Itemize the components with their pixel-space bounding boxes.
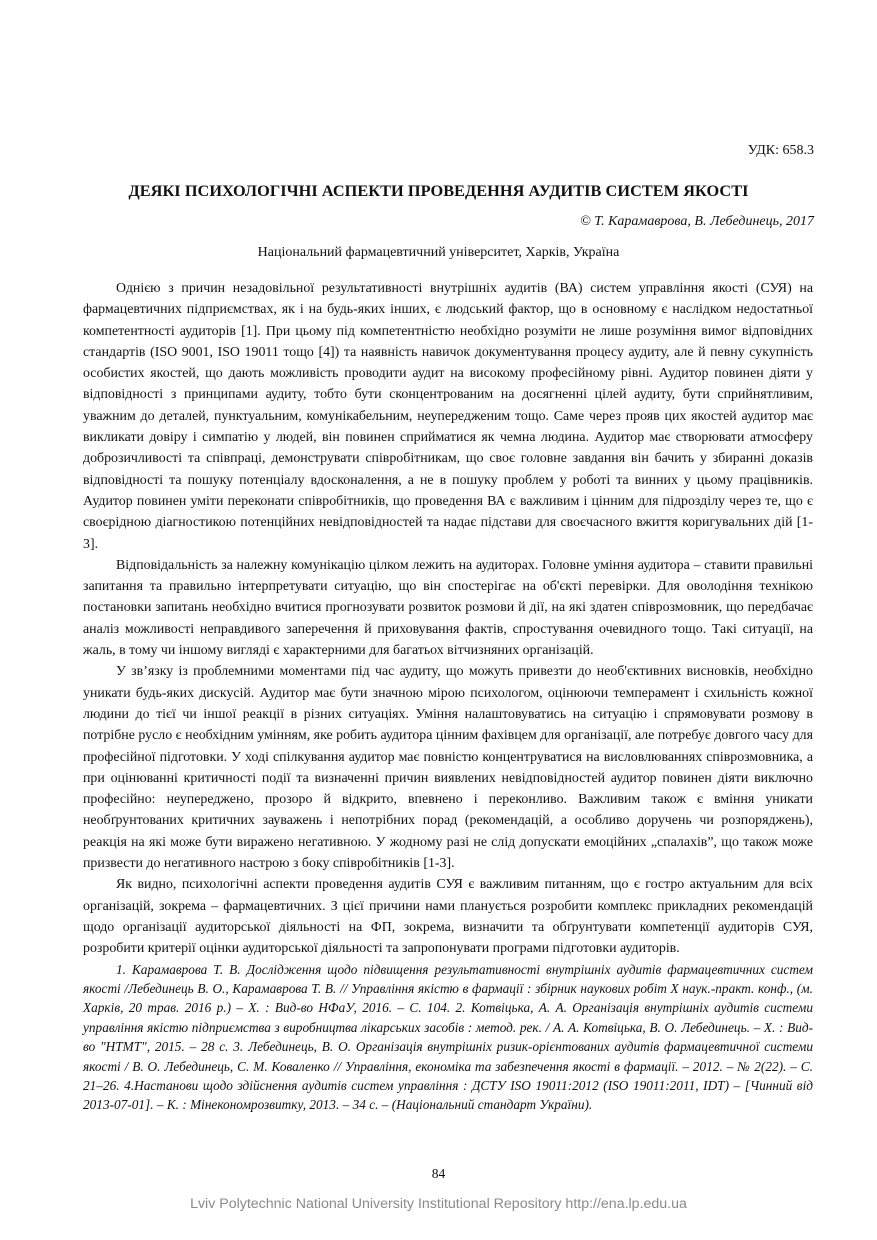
affiliation: Національний фармацевтичний університет, Харків, Україна: [257, 245, 620, 260]
page-number: 84: [431, 1166, 446, 1181]
paragraph: Як видно, психологічні аспекти проведення аудитів СУЯ є важливим питанням, що є гостро актуальним для всіх організацій, зокрема – фармацевтичних. З цієї причини нами планується розробити комплекс прикладних рекомендацій щодо організації аудиторської діяльності на ФП, зокрема, визначити та обґрунтувати компетенції аудиторів СУЯ, розробити критерії оцінки аудиторської діяльності та запропонувати програми підготовки аудиторів.: [83, 877, 813, 957]
references: 1. Карамаврова Т. В. Дослідження щодо підвищення результативності внутрішніх аудитів фармацевтичних систем якості /Лебединець В. О., Карамаврова Т. В. // Управління якістю в фармації : збірник наукових робіт X наук.-практ. конф., (м. Харків, 20 трав. 2016 р.) – Х. : Вид-во НФаУ, 2016. – С. 104. 2. Котвіцька, А. А. Організація внутрішніх аудитів системи управління якістю підприємства з виробництва лікарських засобів : метод. рек. / А. А. Котвіцька, В. О. Лебединець. – Х. : Вид-во "НТМТ", 2015. – 28 с. 3. Лебединець, В. О. Організація внутрішніх ризик-орієнтованих аудитів фармацевтичної системи якості / В. О. Лебединець, С. М. Коваленко // Управління, економіка та забезпечення якості в фармації. – 2012. – № 2(22). – С. 21–26. 4.Настанови щодо здійснення аудитів систем управління : ДСТУ ISO 19011:2012 (ISO 19011:2011, IDT) – [Чинний від 2013-07-01]. – К. : Мінекономрозвитку, 2013. – 34 с. – (Національний стандарт України).: [83, 961, 813, 1113]
paragraph: У зв’язку із проблемними моментами під час аудиту, що можуть привезти до необ'єктивних висновків, необхідно уникати будь-яких дискусій. Аудитор має бути значною мірою психологом, оцінюючи темперамент і схильність кожної людини до тієї чи іншої реакції в різних ситуаціях. Уміння налаштовуватись на ситуацію і спрямовувати розмову в потрібне русло є необхідним умінням, яке робить аудитора цінним фахівцем для організації, але потребує довгого часу для професійної підготовки. У ході спілкування аудитор має повністю концентруватися на висловлюваннях співрозмовника, а при оцінюванні критичності події та визначенні причин виявлених невідповідностей аудитор повинен діяти виключно професійно: неупереджено, прозоро й відкрито, впевнено і переконливо. Важливим також є вміння уникати необґрунтованих критичних зауважень і непотрібних порад (рекомендацій, а особливо доручень чи розпоряджень), реакція на які може бути виражено негативною. У жодному разі не слід допускати емоційних „спалахів”, що також може призвести до негативного настрою з боку співробітників [1-3].: [83, 664, 813, 872]
paragraph: Відповідальність за належну комунікацію цілком лежить на аудиторах. Головне уміння аудитора – ставити правильні запитання та правильно інтерпретувати ситуацію, що він спостерігає на об'єкті перевірки. Для оволодіння технікою постановки запитань необхідно вчитися прогнозувати розвиток розмови й дії, на які здатен співрозмовник, що передбачає аналіз можливості неправдивого заперечення й приховування фактів, спростування очевидного тощо. Такі ситуації, на жаль, в тому чи іншому вигляді є характерними для багатьох вітчизняних організацій.: [83, 557, 813, 659]
article-body: [83, 278, 813, 1115]
authors-line: © Т. Карамаврова, В. Лебединець, 2017: [580, 214, 814, 229]
paragraph: Однією з причин незадовільної результативності внутрішніх аудитів (ВА) систем управління якості (СУЯ) на фармацевтичних підприємствах, як і на будь-яких інших, є людський фактор, що в основному є наслідком недостатньої компетентності аудиторів [1]. При цьому під компетентністю необхідно розуміти не лише розуміння вимог відповідних стандартів (ISO 9001, ISO 19011 тощо [4]) та наявність навичок документування процесу аудиту, але й певну сукупність особистих якостей, що дають можливість проводити аудит на високому професійному рівні. Аудитор повинен діяти у відповідності з принципами аудиту, тобто бути сконцентрованим на досягненні цілей аудиту, бути сприйнятливим, уважним до деталей, пунктуальним, комунікабельним, неупередженим тощо. Саме через прояв цих якостей аудитор має викликати довіру і симпатію у людей, він повинен сприйматися як чемна людина. Аудитор має створювати атмосферу доброзичливості та співпраці, демонструвати співробітникам, що своє головне завдання він бачить у збиранні доказів відповідності та пошуку потенціалу вдосконалення, а не в пошуку проблем у роботі та винних у цьому працівників. Аудитор повинен уміти переконати співробітників, що проведення ВА є важливим і цінним для підрозділу через те, що є своєрідною діагностикою потенційних невідповідностей та надає підстави для своєчасного вжиття коригувальних дій [1-3].: [83, 281, 813, 552]
repository-footer: Lviv Polytechnic National University Institutional Repository http://ena.lp.edu.ua: [190, 1196, 687, 1212]
udk-code: УДК: 658.3: [747, 143, 814, 158]
article-title: ДЕЯКІ ПСИХОЛОГІЧНІ АСПЕКТИ ПРОВЕДЕННЯ АУДИТІВ СИСТЕМ ЯКОСТІ: [128, 181, 749, 200]
